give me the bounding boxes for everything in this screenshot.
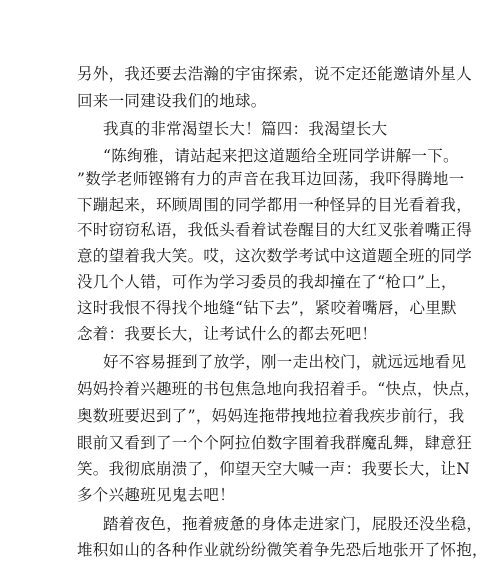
text-line: ”数学老师铿锵有力的声音在我耳边回荡，我吓得腾地一 (77, 170, 465, 188)
text-line: 堆积如山的各种作业就纷纷微笑着争先恐后地张开了怀抱， (77, 541, 488, 559)
text-line: 笑。我彻底崩溃了，仰望天空大喊一声：我要长大，让N (77, 460, 471, 478)
text-line: 这时我恨不得找个地缝“钻下去”，紧咬着嘴唇，心里默 (77, 299, 457, 317)
text-line: 妈妈拎着兴趣班的书包焦急地向我招着手。“快点，快点， (77, 380, 481, 398)
text-line: 念着：我要长大，让考试什么的都去死吧！ (77, 325, 378, 343)
text-line: 没几个人错，可作为学习委员的我却撞在了“枪口”上， (77, 273, 457, 291)
text-line: 好不容易捱到了放学，刚一走出校门，就远远地看见 (103, 353, 467, 371)
text-line: 下蹦起来，环顾周围的同学都用一种怪异的目光看着我， (77, 196, 473, 214)
text-line: 回来一同建设我们的地球。 (77, 92, 267, 110)
text-line: 踏着夜色，拖着疲惫的身体走进家门，屁股还没坐稳， (103, 515, 483, 533)
text-line: 另外，我还要去浩瀚的宇宙探索，说不定还能邀请外星人 (77, 65, 473, 83)
text-line: 眼前又看到了一个个阿拉伯数字围着我群魔乱舞，肆意狂 (77, 434, 473, 452)
text-line: 多个兴趣班见鬼去吧！ (77, 486, 236, 504)
section-heading: 我真的非常渴望长大！篇四：我渴望长大 (103, 120, 388, 138)
text-line: 意的望着我大笑。哎，这次数学考试中这道题全班的同学 (77, 247, 473, 265)
text-line: 不时窃窃私语，我低头看着试卷醒目的大红叉张着嘴正得 (77, 221, 473, 239)
text-line: “陈绚雅，请站起来把这道题给全班同学讲解一下。 (103, 147, 459, 165)
text-line: 奥数班要迟到了”，妈妈连拖带拽地拉着我疾步前行，我 (77, 407, 465, 425)
